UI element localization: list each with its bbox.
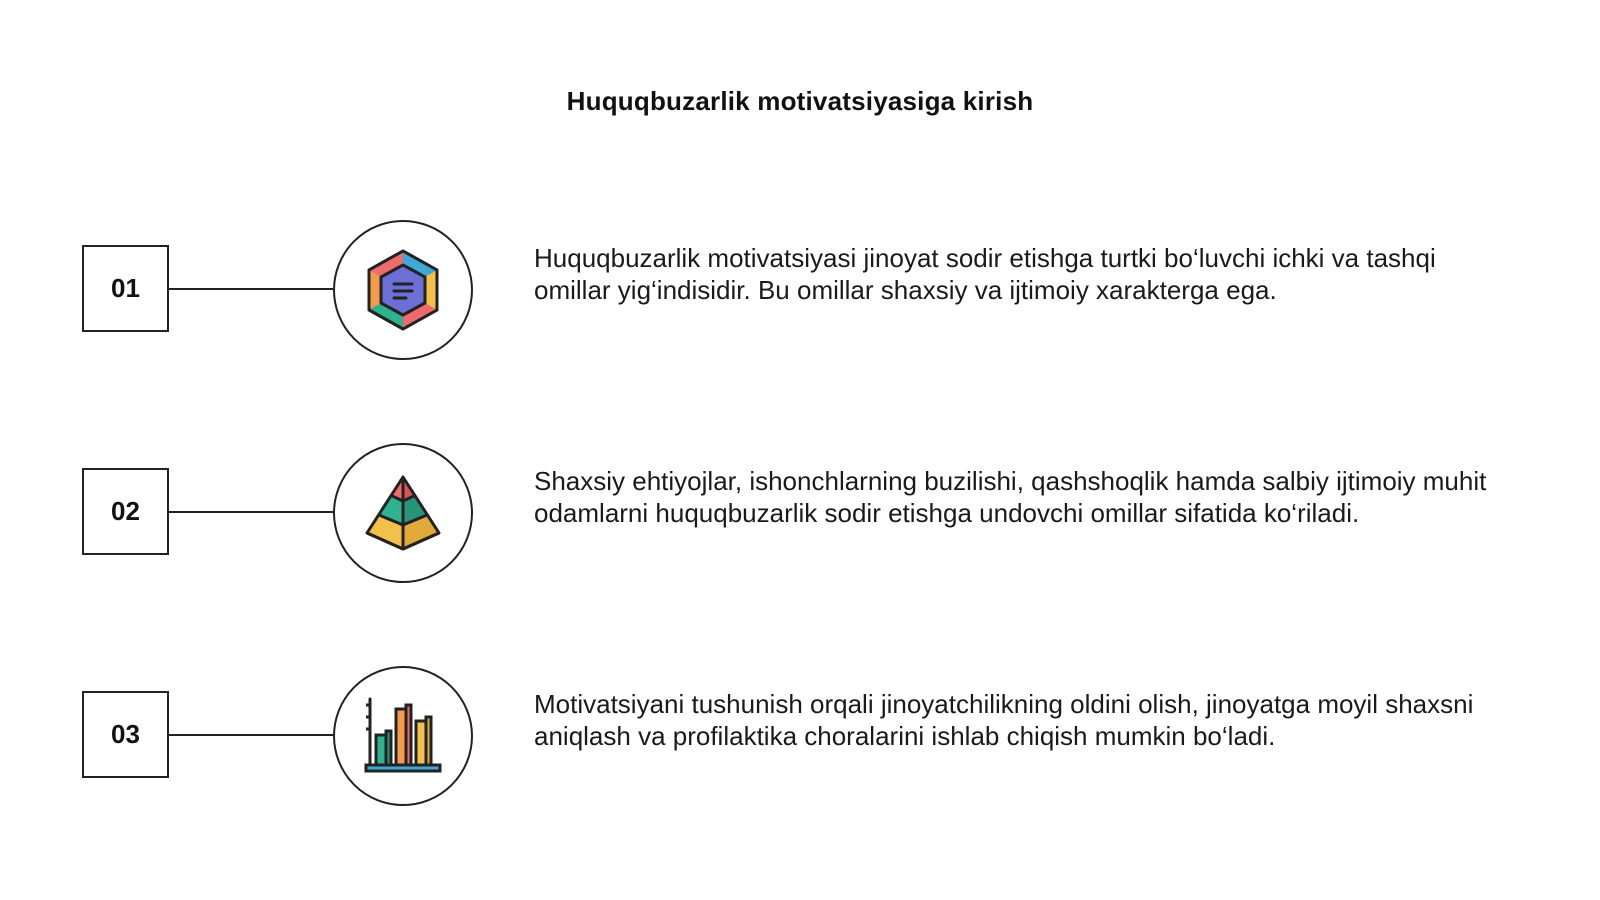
hexagon-document-icon (365, 249, 441, 331)
bar-chart-icon (362, 695, 444, 777)
item-description: Motivatsiyani tushunish orqali jinoyatchilikning oldini olish, jinoyatga moyil shaxsni aniqlash va profilaktika choralarini ishlab chiqish mumkin bo‘ladi. (534, 689, 1474, 751)
connector-line (169, 288, 333, 290)
icon-circle (333, 443, 473, 583)
item-description: Huquqbuzarlik motivatsiyasi jinoyat sodir etishga turtki bo‘luvchi ichki va tashqi omillar yig‘indisidir. Bu omillar shaxsiy va ijtimoiy xarakterga ega. (534, 243, 1436, 305)
connector-line (169, 511, 333, 513)
icon-circle (333, 666, 473, 806)
list-item (0, 666, 1600, 816)
list-item (0, 220, 1600, 370)
step-number-box: 02 (82, 468, 169, 555)
step-number-box: 03 (82, 691, 169, 778)
connector-line (169, 734, 333, 736)
pyramid-icon (363, 473, 443, 553)
icon-circle (333, 220, 473, 360)
step-number-box: 01 (82, 245, 169, 332)
page-title: Huquqbuzarlik motivatsiyasiga kirish (566, 86, 1034, 116)
item-description: Shaxsiy ehtiyojlar, ishonchlarning buzilishi, qashshoqlik hamda salbiy ijtimoiy muhit odamlarni huquqbuzarlik sodir etishga undovchi omillar sifatida ko‘riladi. (534, 466, 1487, 528)
list-item (0, 443, 1600, 593)
